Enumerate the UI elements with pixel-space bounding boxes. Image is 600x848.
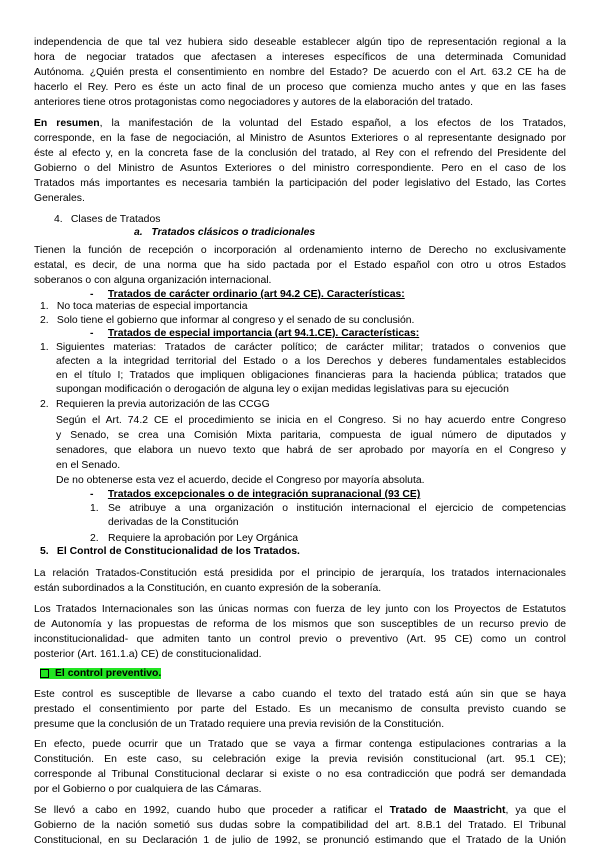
- relacion-line: La relación Tratados-Constitución está presidida por el principio de jerarquía, los tratados internacionales: [34, 568, 566, 579]
- intro-line: hacerlo el Rey. Pero es éste un acto final de un proceso que comienza mucho antes y que en las fases: [34, 82, 566, 93]
- list-number: 2.: [40, 399, 49, 410]
- resumen-line: éste al efecto y, en la concreta fase de la conclusión del tratado, al Rey con el refrendo del Presidente del: [34, 148, 566, 159]
- resumen-line: Generales.: [34, 193, 85, 204]
- section-5-heading: 5. El Control de Constitucionalidad de los Tratados.: [40, 546, 300, 557]
- efecto-line: corresponde al Tribunal Constitucional declarar si existe o no esa contradicción que podrá ser demandada: [34, 769, 566, 780]
- list-number: 2.: [90, 533, 99, 544]
- section-4-heading: 4. Clases de Tratados: [54, 214, 161, 225]
- susceptible-line: Este control es susceptible de llevarse a cabo cuando el texto del tratado está aún sin que se haya: [34, 689, 566, 700]
- relacion-line: están subordinados a la Constitución, en cuanto expresión de la soberanía.: [34, 583, 382, 594]
- resumen-line-text: , la manifestación de la voluntad del Estado español, a los efectos de los Tratados,: [99, 118, 566, 129]
- resumen-line: corresponde, en la fase de negociación, al Ministro de Asuntos Exteriores o al representante designado por: [34, 133, 566, 144]
- ordinario-heading: - Tratados de carácter ordinario (art 94.2 CE). Características:: [90, 289, 405, 300]
- section-4-title: Clases de Tratados: [70, 214, 161, 225]
- intro-line: Autónoma. ¿Quién presta el consentimiento en nombre del Estado? De acuerdo con el Art. 63.2 CE ha de: [34, 67, 566, 78]
- especial-heading: - Tratados de especial importancia (art 94.1.CE). Características:: [90, 328, 420, 339]
- list-number: 1.: [90, 503, 99, 514]
- internacionales-line: Los Tratados Internacionales son las únicas normas con fuerza de ley junto con los Proyectos de Estatutos: [34, 604, 566, 615]
- maastricht-line: Constitucional, en su Declaración 1 de julio de 1992, se pronunció estimando que el Tratado de la Unión: [34, 835, 566, 846]
- checkbox-bullet-icon: [40, 669, 49, 678]
- intro-line: independencia de que tal vez hubiera sido deseable establecer algún tipo de representación regional a la: [34, 37, 566, 48]
- internacionales-line: posterior (Art. 161.1.a) CE) de constitucionalidad.: [34, 649, 262, 660]
- internacionales-line: inconstitucionalidad- que admiten tanto un control previo o preventivo (Art. 95 CE) como un control: [34, 634, 566, 645]
- list-item: 1. No toca materias de especial importancia: [40, 301, 248, 312]
- resumen-line: Tratados más importantes es necesaria también la participación del poder legislativo del Estado, las Cortes: [34, 178, 566, 189]
- maastricht-line: Gobierno de la nación sometió sus dudas sobre la compatibilidad del art. 8.B.1 del Tratado. El Tribunal: [34, 820, 566, 831]
- list-number: 1.: [40, 342, 49, 353]
- especial-item2-line: Según el Art. 74.2 CE el procedimiento se inicia en el Congreso. Si no hay acuerdo entre Congreso: [56, 415, 566, 426]
- efecto-line: por el Gobierno o por cualquiera de las Cámaras.: [34, 784, 262, 795]
- resumen-first-line: [34, 117, 566, 130]
- clasicos-line: soberanos o con alguna organización internacional.: [34, 275, 272, 286]
- subheading-clasicos: a. Tratados clásicos o tradicionales: [134, 227, 316, 238]
- especial-item1-line: afecten a la integridad territorial del Estado o a los Derechos y deberes fundamentales establecidos: [56, 356, 566, 367]
- highlight: El control preventivo.: [40, 668, 161, 679]
- especial-item2-line: en el Senado.: [56, 460, 121, 471]
- efecto-line: En efecto, puede ocurrir que un Tratado que se vaya a firmar contenga estipulaciones contrarias a la: [34, 739, 566, 750]
- especial-item2-closing: De no obtenerse esta vez el acuerdo, decide el Congreso por mayoría absoluta.: [56, 475, 425, 486]
- internacionales-line: de Autonomía y las propuestas de reforma de los mismos que son susceptibles de un recurso previo de: [34, 619, 566, 630]
- clasicos-line: estatal, es decir, de una norma que ha sido pactada por el Estado español con otro u otros Estados: [34, 260, 566, 271]
- resumen-lead: En resumen: [34, 118, 100, 129]
- maastricht-first-line: Se llevó a cabo en 1992, cuando hubo que proceder a ratificar el Tratado de Maastricht, ya que el: [34, 805, 566, 816]
- excepcionales-item2-text: Requiere la aprobación por Ley Orgánica: [108, 533, 299, 544]
- especial-item2-title: Requieren la previa autorización de las CCGG: [56, 399, 270, 410]
- efecto-line: Constitución. En este caso, su celebración exige la previa revisión constitucional (art. 95.1 CE);: [34, 754, 566, 765]
- excepcionales-item1-line: Se atribuye a una organización o institución internacional el ejercicio de competencias: [108, 503, 566, 514]
- list-item: 2. Solo tiene el gobierno que informar al congreso y el senado de su conclusión.: [40, 315, 415, 326]
- maastricht-bold: Tratado de Maastricht: [389, 805, 506, 816]
- especial-item2-line: senadores, que elabora un nuevo texto que habrá de ser aprobado por mayoría en el Congreso y: [56, 445, 566, 456]
- especial-item1-line: en el título I; Tratados que impliquen obligaciones financieras para la hacienda pública; tratados que: [56, 370, 566, 381]
- susceptible-line: presume que la conclusión de un Tratado requiere una previa revisión de la Constitución.: [34, 719, 445, 730]
- resumen-line: Gobierno o del Ministro de Asuntos Exteriores o del ministro correspondiente. Pero en el caso de los: [34, 163, 566, 174]
- clasicos-line: Tienen la función de recepción o incorporación al ordenamiento interno de Derecho no exclusivamente: [34, 245, 566, 256]
- especial-item1-line: Siguientes materias: Tratados de carácter político; de carácter militar; tratados o convenios que: [56, 342, 566, 353]
- excepcionales-heading: - Tratados excepcionales o de integración supranacional (93 CE): [90, 489, 421, 500]
- preventivo-heading: [40, 667, 560, 680]
- excepcionales-item1-line: derivadas de la Constitución: [108, 517, 239, 528]
- susceptible-line: prestado el consentimiento por parte del Estado. Es un mecanismo de consulta previsto cuando se: [34, 704, 566, 715]
- especial-item1-line: supongan modificación o derogación de alguna ley o exijan medidas legislativas para su ejecución: [56, 384, 509, 395]
- especial-item2-line: y Senado, se crea una Comisión Mixta paritaria, compuesta de igual número de diputados y: [56, 430, 566, 441]
- intro-line: anteriores tiene otros protagonistas como negociadores y autores de la elaboración del tratado.: [34, 97, 473, 108]
- intro-line: hora de negociar tratados que afectasen a intereses específicos de una determinada Comunidad: [34, 52, 566, 63]
